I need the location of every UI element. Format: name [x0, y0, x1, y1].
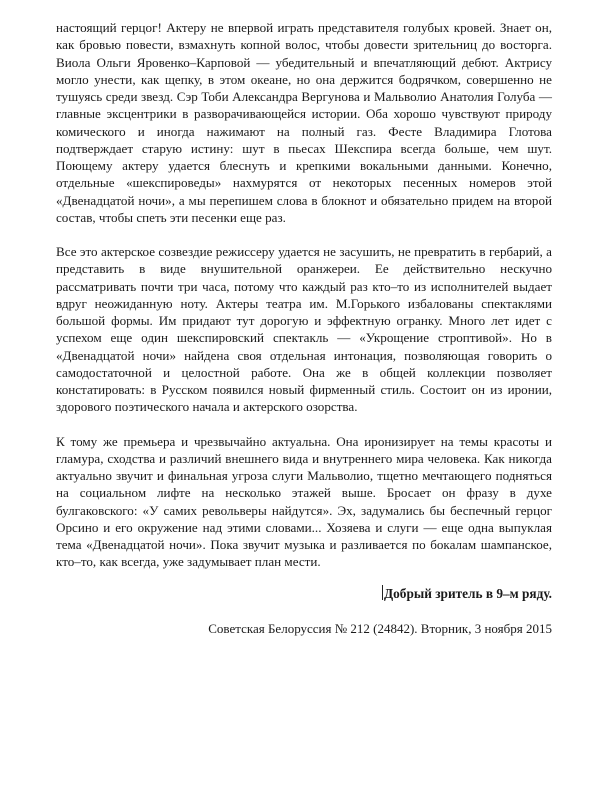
- signature-text: Добрый зритель в 9–м ряду.: [384, 585, 552, 601]
- paragraph-3: К тому же премьера и чрезвычайно актуальна. Она иронизирует на темы красоты и гламура, сходства и различий внешнего вида и внутреннего мира человека. Как никогда актуально звучит и финальная угроза слуги Мальволио, тщетно мечтающего подняться на социальном лифте на несколько этажей выше. Бросает он фразу в духе булгаковского: «У самих револьверы найдутся». Эх, задумались бы беспечный герцог Орсино и его окружение над этими словами... Хозяева и слуги — еще одна выпуклая тема «Двенадцатой ночи». Пока звучит музыка и разливается по бокалам шампанское, кто–то, как всегда, уже задумывает план мести.: [56, 433, 552, 570]
- paragraph-1: настоящий герцог! Актеру не впервой играть представителя голубых кровей. Знает он, как бровью повести, взмахнуть копной волос, чтобы довести зрительниц до восторга. Виола Ольги Яровенко–Карповой — убедительный и впечатляющий дебют. Актрису могло унести, как щепку, в этом океане, но она держится бодрячком, совершенно не тушуясь среди звезд. Сэр Тоби Александра Вергунова и Мальволио Анатолия Голуба — главные эксцентрики в разворачивающейся истории. Оба хорошо чувствуют природу комического и иногда нажимают на полный газ. Фесте Владимира Глотова подтверждает старую истину: шут в пьесах Шекспира всегда больше, чем шут. Поющему актеру удается блеснуть и крепкими вокальными данными. Конечно, отдельные «шекспироведы» нахмурятся от некоторых песенных номеров этой «Двенадцатой ночи», а мы перепишем слова в блокнот и обязательно придем на второй состав, чтобы спеть эти песенки еще раз.: [56, 20, 552, 225]
- publication-source: Советская Белоруссия № 212 (24842). Вторник, 3 ноября 2015: [208, 620, 552, 636]
- article-body: [56, 19, 552, 638]
- author-signature: [56, 585, 552, 603]
- text-cursor: [382, 585, 383, 600]
- paragraph-2: Все это актерское созвездие режиссеру удается не засушить, не превратить в гербарий, а представить в виде внушительной оранжереи. Ее действительно нескучно рассматривать почти три часа, потому что каждый раз кто–то из исполнителей выдает вдруг неожиданную ноту. Актеры театра им. М.Горького избалованы спектаклями большой формы. Им придают тут дорогую и эффектную огранку. Много лет идет с успехом еще один шекспировский спектакль — «Укрощение строптивой». Но в «Двенадцатой ночи» найдена своя отдельная интонация, позволяющая говорить о самодостаточной и целостной работе. Она же в общей коллекции позволяет констатировать: в Русском появился новый фирменный стиль. Состоит он из иронии, здорового поэтического начала и актерского озорства.: [56, 244, 552, 415]
